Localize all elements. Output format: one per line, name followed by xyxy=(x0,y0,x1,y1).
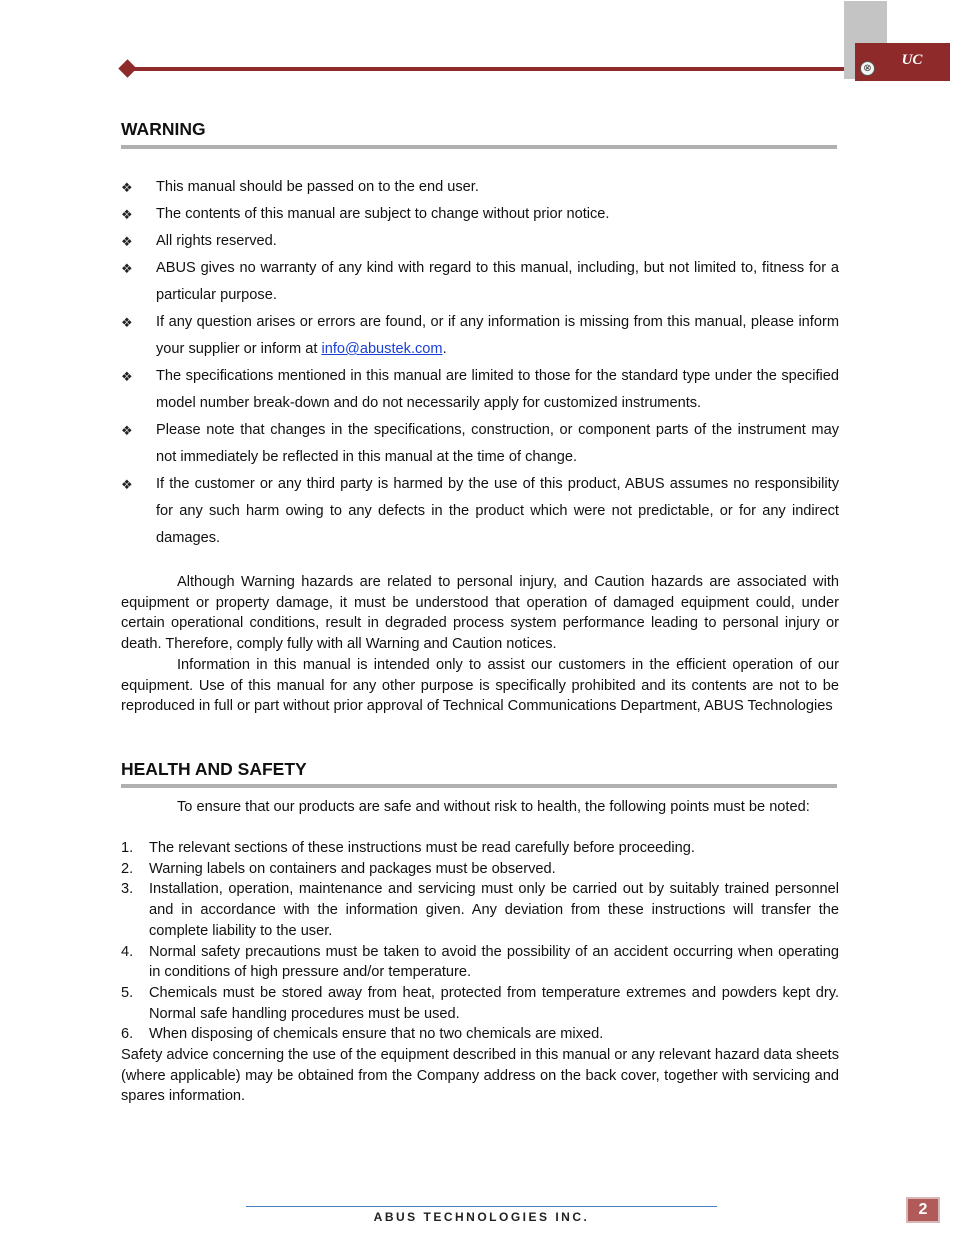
footer-company-name: ABUS TECHNOLOGIES INC. xyxy=(373,1210,590,1224)
bullet-text: This manual should be passed on to the end user. xyxy=(156,179,479,195)
item-text: The relevant sections of these instructions must be read carefully before proceeding. xyxy=(149,840,695,856)
list-item xyxy=(121,363,839,417)
list-item xyxy=(121,417,839,471)
warning-heading-rule xyxy=(121,145,837,149)
email-suffix: . xyxy=(442,341,447,357)
diamond-bullet-icon: ❖ xyxy=(121,477,133,492)
warning-heading: WARNING xyxy=(121,119,206,139)
diamond-bullet-icon: ❖ xyxy=(121,234,133,249)
item-text: Installation, operation, maintenance and servicing must only be carried out by suitably trained personnel and in accordance with the information given. Any deviation from these instructions will transfer the complete liability to the user. xyxy=(149,881,839,939)
bullet-text: Please note that changes in the specifications, construction, or component parts of the instrument may not immediately be reflected in this manual at the time of change. xyxy=(156,422,839,465)
list-item xyxy=(121,174,839,201)
health-safety-closing: Safety advice concerning the use of the equipment described in this manual or any relevant hazard data sheets (where applicable) may be obtained from the Company address on the back cover, together with servicing and spares information. xyxy=(121,1047,839,1105)
bullet-text: If the customer or any third party is harmed by the use of this product, ABUS assumes no responsibility for any such harm owing to any defects in the product which were not predictable, or for any indirect damages. xyxy=(156,476,839,546)
list-item xyxy=(121,838,839,859)
warning-paragraph-hazards xyxy=(121,572,839,654)
header-rule xyxy=(128,67,854,71)
paragraph-text: Although Warning hazards are related to personal injury, and Caution hazards are associated with equipment or property damage, it must be understood that operation of damaged equipment could, under certain operational conditions, result in degraded process system performance leading to personal injury or death. Therefore, comply fully with all Warning and Caution notices. xyxy=(121,574,839,652)
footer-rule xyxy=(246,1206,717,1207)
item-text: Chemicals must be stored away from heat, protected from temperature extremes and powders kept dry. Normal safe handling procedures must be used. xyxy=(149,984,839,1022)
email-link[interactable]: info@abustek.com xyxy=(321,341,443,357)
list-item xyxy=(121,255,839,309)
header-diamond-ornament xyxy=(118,59,136,77)
item-number: 2. xyxy=(121,860,134,877)
paragraph-text: To ensure that our products are safe and without risk to health, the following points must be noted: xyxy=(177,799,810,815)
health-safety-intro xyxy=(121,797,839,818)
list-item xyxy=(121,983,839,1024)
list-item xyxy=(121,228,839,255)
close-circle-icon: ⊗ xyxy=(860,61,875,76)
diamond-bullet-icon: ❖ xyxy=(121,207,133,222)
bullet-text: The specifications mentioned in this manual are limited to those for the standard type under the specified model number break-down and do not necessarily apply for customized instruments. xyxy=(156,368,839,411)
warning-paragraph-usage xyxy=(121,655,839,717)
item-number: 1. xyxy=(121,840,134,856)
header-tab-label: UC xyxy=(901,52,923,68)
diamond-bullet-icon: ❖ xyxy=(121,369,133,384)
warning-bullet-list xyxy=(121,174,839,552)
item-number: 3. xyxy=(121,881,134,898)
diamond-bullet-icon: ❖ xyxy=(121,261,133,276)
item-number: 6. xyxy=(121,1026,134,1043)
item-number: 5. xyxy=(121,984,134,1001)
bullet-text: The contents of this manual are subject to change without prior notice. xyxy=(156,206,610,222)
list-item xyxy=(121,1024,839,1045)
page-number: 2 xyxy=(906,1197,940,1223)
paragraph-text: Information in this manual is intended only to assist our customers in the efficient operation of our equipment. Use of this manual for any other purpose is specifically prohibited and its contents are not to be reproduced in full or part without prior approval of Technical Communications Department, ABUS Technologies xyxy=(121,657,839,715)
list-item xyxy=(121,471,839,552)
health-safety-numbered-list xyxy=(121,838,839,1045)
bullet-text: If any question arises or errors are found, or if any information is missing from this manual, please inform your supplier or inform at xyxy=(156,314,839,357)
diamond-bullet-icon: ❖ xyxy=(121,180,133,195)
list-item xyxy=(121,942,839,983)
health-safety-heading-rule xyxy=(121,784,837,788)
item-text: When disposing of chemicals ensure that no two chemicals are mixed. xyxy=(149,1026,604,1043)
diamond-bullet-icon: ❖ xyxy=(121,315,133,330)
item-text: Warning labels on containers and packages must be observed. xyxy=(149,860,556,877)
list-item xyxy=(121,201,839,228)
item-text: Normal safety precautions must be taken to avoid the possibility of an accident occurring when operating in conditions of high pressure and/or temperature. xyxy=(149,943,839,981)
health-safety-heading: HEALTH AND SAFETY xyxy=(121,759,307,779)
item-number: 4. xyxy=(121,943,134,960)
list-item xyxy=(121,309,839,363)
diamond-bullet-icon: ❖ xyxy=(121,423,133,438)
list-item xyxy=(121,859,839,880)
list-item xyxy=(121,879,839,941)
bullet-text: ABUS gives no warranty of any kind with regard to this manual, including, but not limited to, fitness for a particular purpose. xyxy=(156,260,839,303)
bullet-text: All rights reserved. xyxy=(156,233,277,249)
